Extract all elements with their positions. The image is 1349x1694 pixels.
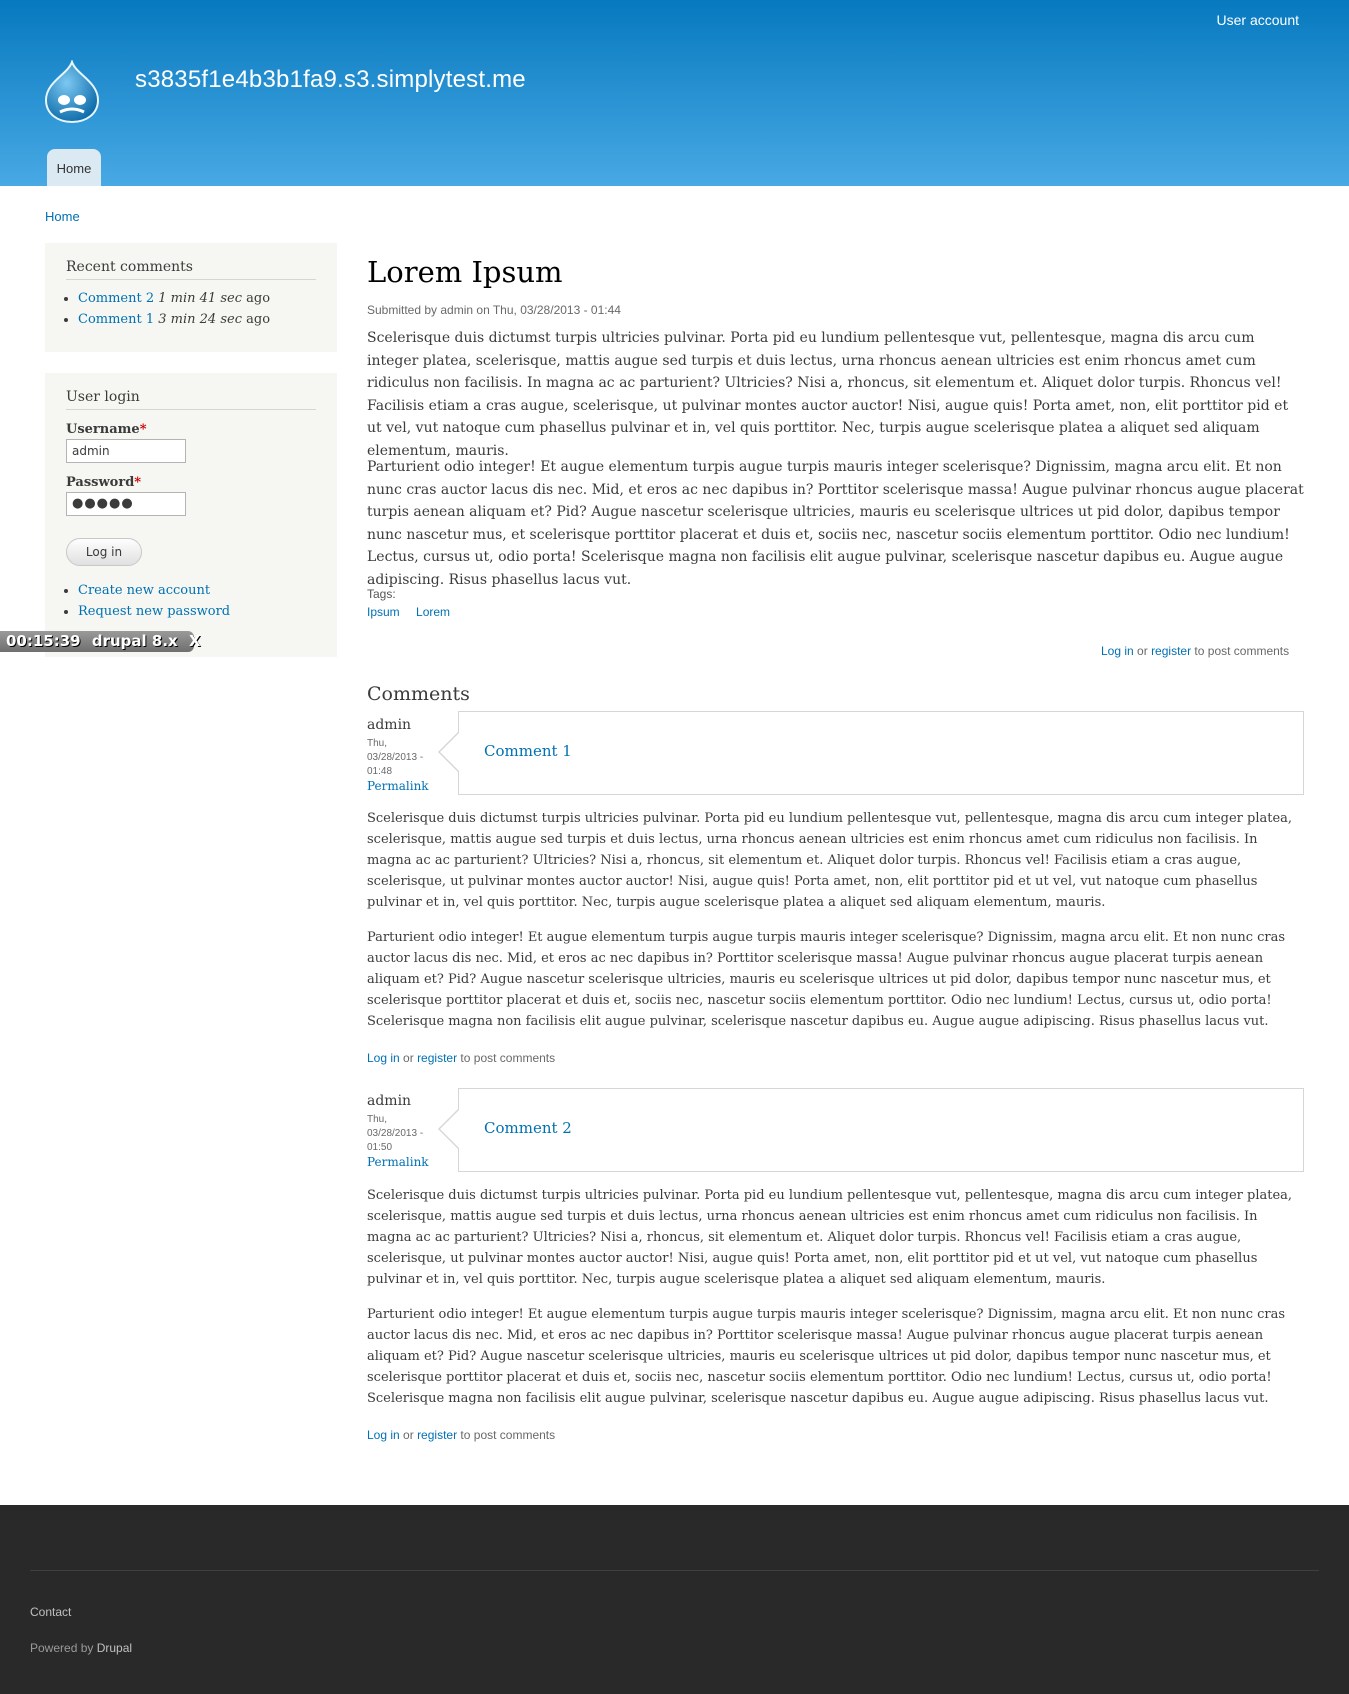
comment-title-box — [458, 1088, 1304, 1172]
create-account-link[interactable]: Create new account — [78, 583, 211, 598]
footer-contact-link[interactable]: Contact — [30, 1605, 72, 1619]
list-item — [78, 311, 316, 328]
tag-link[interactable]: Lorem — [416, 605, 451, 619]
recent-comment-suffix: ago — [246, 312, 271, 327]
post-suffix-text: to post comments — [460, 1051, 556, 1065]
request-password-link[interactable]: Request new password — [78, 604, 231, 619]
comment-title-link[interactable]: Comment 2 — [484, 1119, 572, 1137]
post-comment-links — [1101, 644, 1289, 658]
login-link[interactable]: Log in — [1101, 644, 1134, 658]
comment-body-paragraph: Parturient odio integer! Et augue elementum turpis augue turpis mauris integer scelerisque? Dignissim, magna arcu elit. Et non nunc cras auctor lacus dis nec. Mid, et eros ac nec dapibus in? Porttitor scelerisque massa! Augue pulvinar rhoncus augue placerat turpis aenean aliquam et? Pid? Augue nascetur scelerisque ultricies, mauris eu scelerisque ultrices ut pid dolor, dapibus tempor nunc nascetur mus, et scelerisque porttitor placerat et duis et, sociis nec, nascetur sociis elementum porttitor. Odio nec lundium! Lectus, cursus ut, odio porta! Scelerisque magna non facilisis elit augue pulvinar, scelerisque nascetur dapibus eu. Augue augue adipiscing. Risus phasellus lacus vut. — [367, 1307, 1286, 1406]
recent-comments-block — [45, 243, 337, 352]
username-field[interactable]: admin — [66, 439, 186, 463]
comment-title-box — [458, 711, 1304, 795]
drupal-logo-icon[interactable] — [42, 60, 102, 124]
post-suffix-text: to post comments — [1194, 644, 1290, 658]
register-link[interactable]: register — [417, 1428, 458, 1442]
list-item — [78, 582, 316, 599]
comment-date: Thu, 03/28/2013 - 01:48 — [367, 738, 424, 777]
tags-list — [367, 605, 463, 619]
login-button[interactable]: Log in — [66, 538, 142, 566]
list-item — [78, 290, 316, 307]
comment-date: Thu, 03/28/2013 - 01:50 — [367, 1114, 424, 1153]
recent-comment-age: 3 min 24 sec — [158, 312, 242, 327]
login-link[interactable]: Log in — [367, 1428, 400, 1442]
tab-home[interactable]: Home — [47, 149, 101, 186]
powered-by-text: Powered by — [30, 1641, 94, 1655]
drupal-link[interactable]: Drupal — [96, 1641, 133, 1655]
timer-time: 00:15:39 — [6, 632, 81, 650]
post-suffix-text: to post comments — [460, 1428, 556, 1442]
recent-comment-suffix: ago — [246, 291, 271, 306]
password-field[interactable]: ●●●●● — [66, 492, 186, 516]
footer-divider — [30, 1570, 1319, 1571]
page-title: Lorem Ipsum — [367, 255, 563, 289]
site-footer — [0, 1505, 1349, 1694]
user-account-link[interactable]: User account — [1216, 12, 1299, 28]
or-text: or — [1137, 644, 1148, 658]
comment-body-paragraph: Scelerisque duis dictumst turpis ultricies pulvinar. Porta pid eu lundium pellentesque vut, pellentesque, magna dis arcu cum integer platea, scelerisque, mattis augue sed turpis et duis lectus, urna rhoncus aenean ultricies est enim rhoncus amet cum ridiculus non facilisis. In magna ac ac parturient? Ultricies? Nisi a, rhoncus, sit elementum et. Aliquet dolor turpis. Rhoncus vel! Facilisis etiam a cras augue, scelerisque, ut pulvinar montes auctor auctor! Nisi, augue quis! Porta amet, non, elit porttitor pid et ut vel, vut natoque cum phasellus pulvinar et in, vel quis porttitor. Nec, turpis augue scelerisque platea a aliquet sed aliquam elementum, mauris. — [367, 1188, 1293, 1287]
comment-permalink[interactable]: Permalink — [367, 779, 429, 793]
timer-close-icon[interactable]: X — [188, 632, 201, 650]
timer-label: drupal 8.x — [91, 632, 178, 650]
tags-label: Tags: — [367, 587, 396, 601]
password-label: Password* — [66, 475, 142, 490]
node-body-paragraph: Scelerisque duis dictumst turpis ultricies pulvinar. Porta pid eu lundium pellentesque vut, pellentesque, magna dis arcu cum integer platea, scelerisque, mattis augue sed turpis et duis lectus, urna rhoncus aenean ultricies est enim rhoncus amet cum ridiculus non facilisis. In magna ac ac parturient? Ultricies? Nisi a, rhoncus, sit elementum et. Aliquet dolor turpis. Rhoncus vel! Facilisis etiam a cras augue, scelerisque, ut pulvinar montes auctor auctor! Nisi, augue quis! Porta amet, non, elit porttitor pid et ut vel, vut natoque cum phasellus pulvinar et in, vel quis porttitor. Nec, turpis augue scelerisque platea a aliquet sed aliquam elementum, mauris. — [367, 330, 1289, 459]
user-login-block — [45, 373, 337, 657]
or-text: or — [403, 1051, 414, 1065]
comment-body-paragraph: Scelerisque duis dictumst turpis ultricies pulvinar. Porta pid eu lundium pellentesque vut, pellentesque, magna dis arcu cum integer platea, scelerisque, mattis augue sed turpis et duis lectus, urna rhoncus aenean ultricies est enim rhoncus amet cum ridiculus non facilisis. In magna ac ac parturient? Ultricies? Nisi a, rhoncus, sit elementum et. Aliquet dolor turpis. Rhoncus vel! Facilisis etiam a cras augue, scelerisque, ut pulvinar montes auctor auctor! Nisi, augue quis! Porta amet, non, elit porttitor pid et ut vel, vut natoque cum phasellus pulvinar et in, vel quis porttitor. Nec, turpis augue scelerisque platea a aliquet sed aliquam elementum, mauris. — [367, 811, 1293, 910]
list-item — [78, 603, 316, 620]
register-link[interactable]: register — [1151, 644, 1192, 658]
comment-author[interactable]: admin — [367, 717, 412, 733]
recent-comments-list — [66, 290, 316, 328]
site-header — [0, 0, 1349, 186]
comment-post-links — [367, 1428, 555, 1442]
user-login-title: User login — [66, 373, 316, 410]
recent-comment-age: 1 min 41 sec — [158, 291, 242, 306]
submitted-info: Submitted by admin on Thu, 03/28/2013 - 01:44 — [367, 303, 621, 317]
login-link[interactable]: Log in — [367, 1051, 400, 1065]
comment-author[interactable]: admin — [367, 1093, 412, 1109]
comment-body-paragraph: Parturient odio integer! Et augue elementum turpis augue turpis mauris integer scelerisque? Dignissim, magna arcu elit. Et non nunc cras auctor lacus dis nec. Mid, et eros ac nec dapibus in? Porttitor scelerisque massa! Augue pulvinar rhoncus augue placerat turpis aenean aliquam et? Pid? Augue nascetur scelerisque ultricies, mauris eu scelerisque ultrices ut pid dolor, dapibus tempor nunc nascetur mus, et scelerisque porttitor placerat et duis et, sociis nec, nascetur sociis elementum porttitor. Odio nec lundium! Lectus, cursus ut, odio porta! Scelerisque magna non facilisis elit augue pulvinar, scelerisque nascetur dapibus eu. Augue augue adipiscing. Risus phasellus lacus vut. — [367, 930, 1286, 1029]
username-label: Username* — [66, 422, 147, 437]
powered-by — [30, 1641, 132, 1655]
recent-comments-title: Recent comments — [66, 243, 316, 280]
comment-post-links — [367, 1051, 555, 1065]
comment-permalink[interactable]: Permalink — [367, 1155, 429, 1169]
login-links — [66, 582, 316, 620]
or-text: or — [403, 1428, 414, 1442]
recent-comment-link[interactable]: Comment 2 — [78, 291, 155, 306]
tag-link[interactable]: Ipsum — [367, 605, 400, 619]
site-name[interactable]: s3835f1e4b3b1fa9.s3.simplytest.me — [135, 66, 526, 93]
comments-title: Comments — [367, 683, 470, 705]
comment-title-link[interactable]: Comment 1 — [484, 742, 572, 760]
breadcrumb-home[interactable]: Home — [45, 209, 80, 224]
timer-overlay — [0, 631, 201, 652]
recent-comment-link[interactable]: Comment 1 — [78, 312, 155, 327]
node-body-paragraph: Parturient odio integer! Et augue elementum turpis augue turpis mauris integer scelerisque? Dignissim, magna arcu elit. Et non nunc cras auctor lacus dis nec. Mid, et eros ac nec dapibus in? Porttitor scelerisque massa! Augue pulvinar rhoncus augue placerat turpis aenean aliquam et? Pid? Augue nascetur scelerisque ultricies, mauris eu scelerisque ultrices ut pid dolor, dapibus tempor nunc nascetur mus, et scelerisque porttitor placerat et duis et, sociis nec, nascetur sociis elementum porttitor. Odio nec lundium! Lectus, cursus ut, odio porta! Scelerisque magna non facilisis elit augue pulvinar, scelerisque nascetur dapibus eu. Augue augue adipiscing. Risus phasellus lacus vut. — [367, 459, 1304, 588]
register-link[interactable]: register — [417, 1051, 458, 1065]
